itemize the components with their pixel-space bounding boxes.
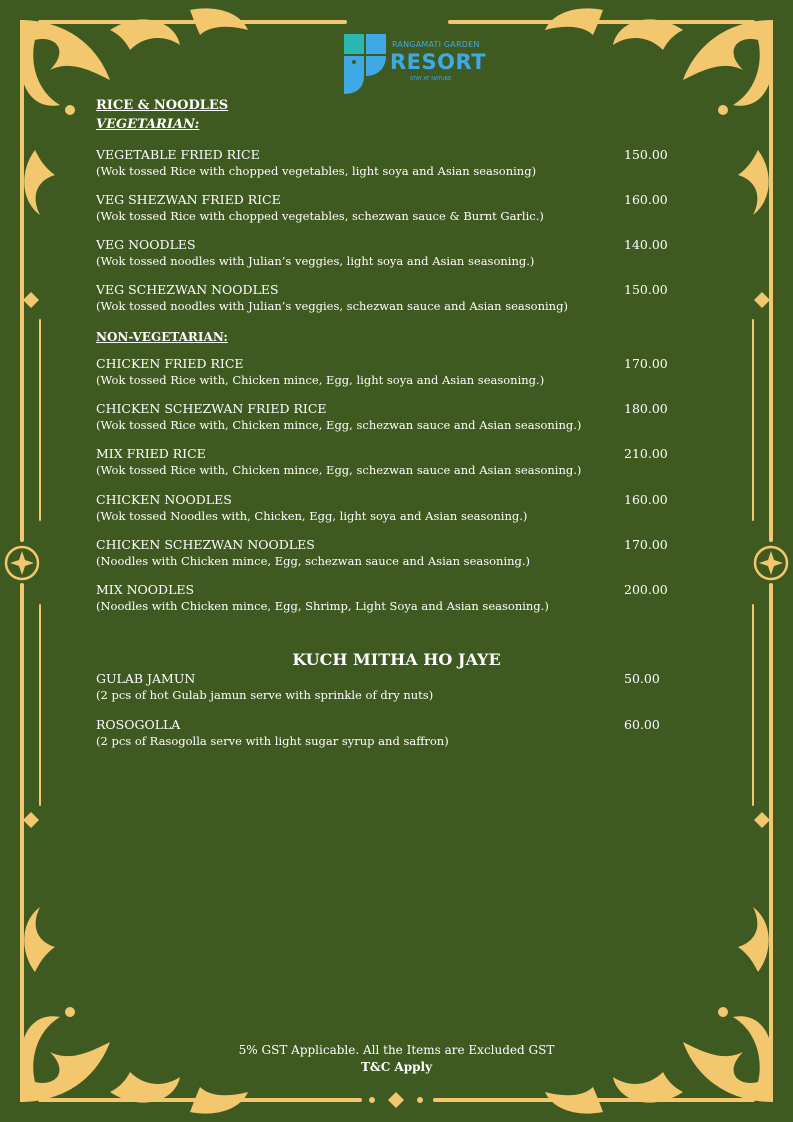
item-description: (Wok tossed Rice with, Chicken mince, Egg, schezwan sauce and Asian seasoning.) — [96, 463, 582, 477]
gst-note: 5% GST Applicable. All the Items are Excluded GST — [238, 1043, 555, 1057]
menu-item — [96, 192, 696, 228]
item-description: (Wok tossed Rice with, Chicken mince, Egg, schezwan sauce and Asian seasoning.) — [96, 418, 582, 432]
item-price: 140.00 — [624, 237, 668, 252]
logo-mark-icon — [342, 32, 388, 96]
item-name: ROSOGOLLA — [96, 717, 181, 732]
item-price: 160.00 — [624, 192, 668, 207]
resort-logo — [340, 30, 490, 96]
item-name: VEG SHEZWAN FRIED RICE — [96, 192, 281, 207]
item-name: CHICKEN SCHEZWAN FRIED RICE — [96, 401, 327, 416]
menu-item — [96, 446, 696, 482]
item-price: 170.00 — [624, 537, 668, 552]
logo-tagline: STAY AT NATURE — [410, 76, 452, 82]
menu-item — [96, 282, 696, 318]
menu-item — [96, 401, 696, 437]
item-description: (Wok tossed noodles with Julian’s veggies, schezwan sauce and Asian seasoning) — [96, 299, 568, 313]
item-name: VEG NOODLES — [96, 237, 196, 252]
item-name: VEGETABLE FRIED RICE — [96, 147, 260, 162]
subsection-vegetarian: VEGETARIAN: — [96, 117, 200, 132]
menu-item — [96, 537, 696, 573]
section-title-rice-noodles: RICE & NOODLES — [96, 98, 229, 113]
item-name: CHICKEN NOODLES — [96, 492, 232, 507]
menu-item — [96, 356, 696, 392]
item-description: (Wok tossed Noodles with, Chicken, Egg, light soya and Asian seasoning.) — [96, 509, 528, 523]
menu-item — [96, 492, 696, 528]
logo-line-2: RESORT — [390, 50, 487, 74]
item-name: GULAB JAMUN — [96, 671, 196, 686]
item-price: 170.00 — [624, 356, 668, 371]
menu-item — [96, 582, 696, 618]
section-title-dessert: KUCH MITHA HO JAYE — [292, 650, 501, 669]
item-description: (Wok tossed noodles with Julian’s veggies, light soya and Asian seasoning.) — [96, 254, 535, 268]
item-description: (2 pcs of Rasogolla serve with light sugar syrup and saffron) — [96, 734, 449, 748]
menu-item — [96, 671, 696, 707]
item-price: 200.00 — [624, 582, 668, 597]
item-description: (Wok tossed Rice with, Chicken mince, Egg, light soya and Asian seasoning.) — [96, 373, 545, 387]
item-name: CHICKEN FRIED RICE — [96, 356, 244, 371]
item-price: 210.00 — [624, 446, 668, 461]
item-name: VEG SCHEZWAN NOODLES — [96, 282, 279, 297]
item-price: 50.00 — [624, 671, 660, 686]
item-name: CHICKEN SCHEZWAN NOODLES — [96, 537, 315, 552]
logo-line-1: RANGAMATI GARDEN — [392, 40, 480, 49]
item-name: MIX FRIED RICE — [96, 446, 206, 461]
menu-item — [96, 717, 696, 753]
item-description: (Noodles with Chicken mince, Egg, Shrimp, Light Soya and Asian seasoning.) — [96, 599, 549, 613]
item-description: (Noodles with Chicken mince, Egg, schezwan sauce and Asian seasoning.) — [96, 554, 531, 568]
item-price: 60.00 — [624, 717, 660, 732]
terms-note: T&C Apply — [360, 1060, 433, 1074]
subsection-non-vegetarian: NON-VEGETARIAN: — [96, 330, 228, 344]
item-price: 150.00 — [624, 282, 668, 297]
item-price: 150.00 — [624, 147, 668, 162]
menu-item — [96, 237, 696, 273]
item-price: 160.00 — [624, 492, 668, 507]
item-price: 180.00 — [624, 401, 668, 416]
item-description: (Wok tossed Rice with chopped vegetables, light soya and Asian seasoning) — [96, 164, 537, 178]
item-description: (Wok tossed Rice with chopped vegetables, schezwan sauce & Burnt Garlic.) — [96, 209, 544, 223]
item-name: MIX NOODLES — [96, 582, 195, 597]
item-description: (2 pcs of hot Gulab jamun serve with sprinkle of dry nuts) — [96, 688, 434, 702]
menu-item — [96, 147, 696, 183]
